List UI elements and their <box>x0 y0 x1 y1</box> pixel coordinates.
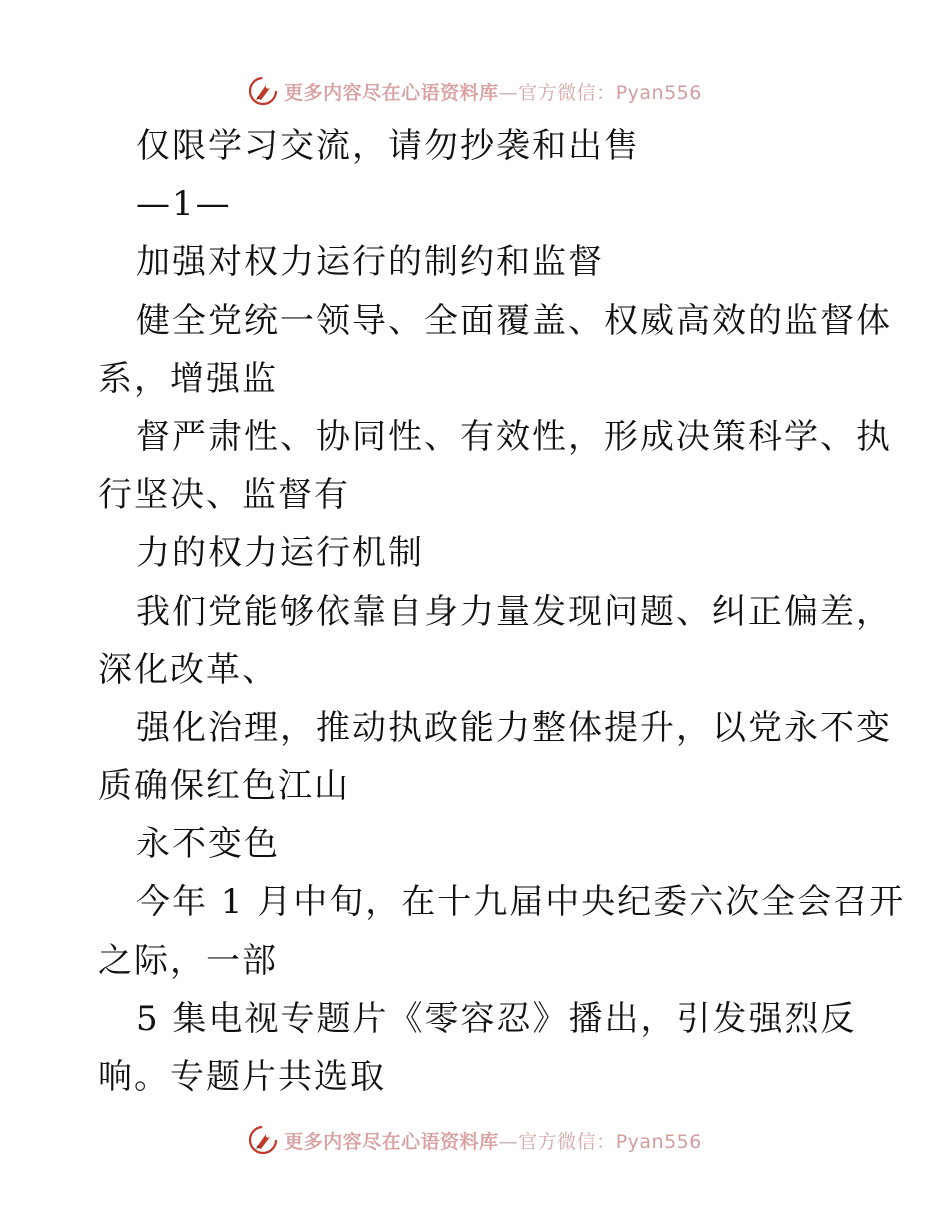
text-line: 系，增强监 <box>98 358 278 399</box>
watermark-text <box>284 78 702 105</box>
pen-logo-icon <box>248 76 278 106</box>
pen-logo-icon <box>248 1125 278 1155</box>
text-line: 力的权力运行机制 <box>136 533 424 574</box>
watermark-wechat-id: Pyan556 <box>615 81 702 104</box>
header-watermark <box>0 71 950 111</box>
text-line: 今年 1 月中旬，在十九届中央纪委六次全会召开 <box>136 882 906 923</box>
watermark-wechat-id: Pyan556 <box>615 1130 702 1153</box>
text-line: 督严肃性、协同性、有效性，形成决策科学、执 <box>136 416 892 457</box>
text-line: 响。专题片共选取 <box>98 1057 386 1097</box>
page-number: —1— <box>136 184 232 225</box>
watermark-site: 更多内容尽在心语资料库 <box>284 81 499 104</box>
text-line: 健全党统一领导、全面覆盖、权威高效的监督体 <box>136 300 892 341</box>
text-line: 质确保红色江山 <box>98 766 350 807</box>
text-line: 永不变色 <box>136 824 280 865</box>
footer-watermark <box>0 1120 950 1160</box>
watermark-dash: — <box>498 1130 519 1153</box>
section-heading: 加强对权力运行的制约和监督 <box>136 242 604 283</box>
text-line: 深化改革、 <box>98 649 278 690</box>
text-line: 我们党能够依靠自身力量发现问题、纠正偏差， <box>136 591 892 632</box>
text-line: 仅限学习交流，请勿抄袭和出售 <box>136 126 640 166</box>
watermark-wechat-label: 官方微信： <box>518 81 616 104</box>
document-body <box>98 117 906 1106</box>
watermark-wechat-label: 官方微信： <box>518 1130 616 1153</box>
watermark-text <box>284 1127 702 1154</box>
text-line: 行坚决、监督有 <box>98 475 350 516</box>
watermark-dash: — <box>498 81 519 104</box>
text-line: 之际，一部 <box>98 940 278 981</box>
text-line: 强化治理，推动执政能力整体提升，以党永不变 <box>136 707 892 748</box>
text-line: 5 集电视专题片《零容忍》播出，引发强烈反 <box>136 998 857 1039</box>
watermark-site: 更多内容尽在心语资料库 <box>284 1130 499 1153</box>
